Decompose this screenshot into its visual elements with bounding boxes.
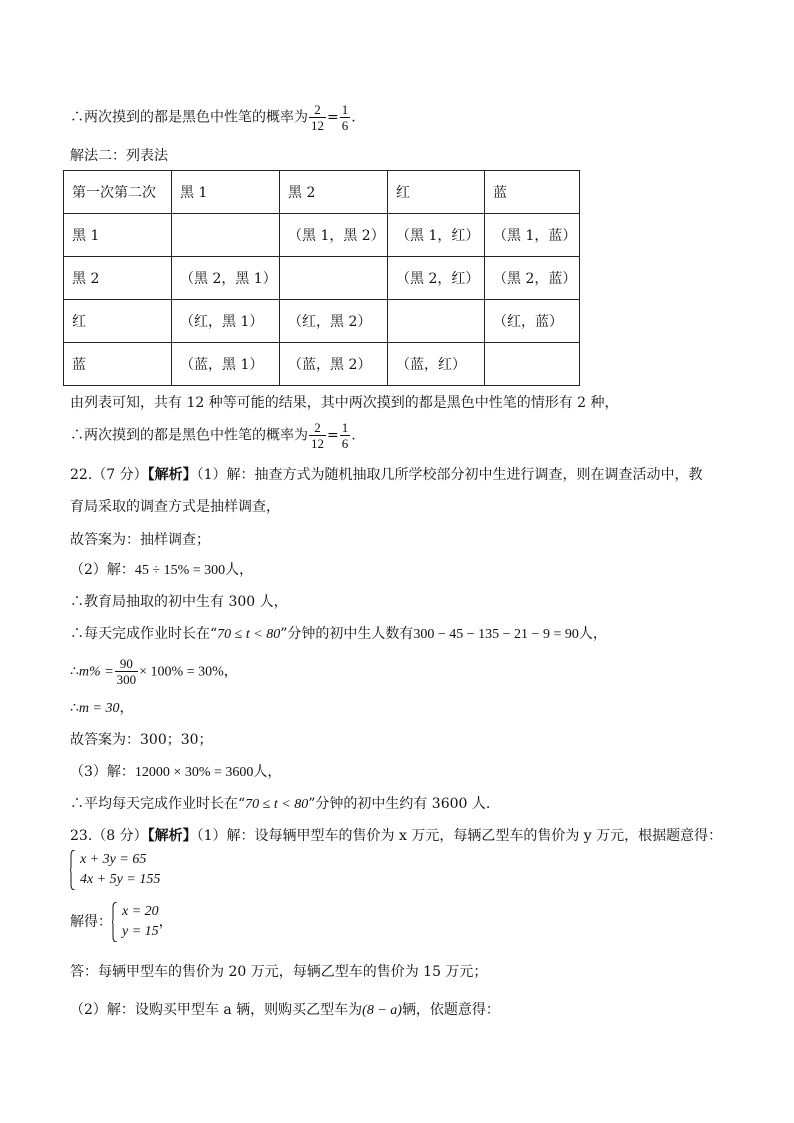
table-cell	[485, 343, 580, 386]
probability-line-1: ∴两次摸到的都是黑色中性笔的概率为 $\frac{2}{12}$ = $\frac{1}{6}$ .	[70, 102, 356, 133]
probability-line-2: ∴两次摸到的都是黑色中性笔的概率为 $\frac{2}{12}$ = $\frac{1}{6}$ .	[70, 420, 356, 451]
q23-part-2: （2）解：设购买甲型车 a 辆，则购买乙型车为(8 − a)辆，依题意得：	[70, 1002, 500, 1018]
table-row	[64, 214, 580, 257]
table-cell	[388, 300, 485, 343]
q22-line-2: 育局采取的调查方式是抽样调查，	[70, 499, 280, 515]
table-cell: 红	[64, 300, 172, 343]
table-cell: （黑 1，红）	[388, 214, 485, 257]
method-2-heading: 解法二：列表法	[70, 148, 168, 164]
fraction: $\frac{2}{12}$	[311, 420, 324, 451]
table-cell	[280, 257, 388, 300]
solution-line: 解得： x = 20 y = 15 ，	[70, 902, 173, 942]
part-3-line-2: ∴平均每天完成作业时长在“70 ≤ t < 80”分钟的初中生约有 3600 人.	[70, 796, 491, 812]
table-cell: 黑 1	[64, 214, 172, 257]
table-cell: （黑 2，红）	[388, 257, 485, 300]
table-row	[64, 343, 580, 386]
analysis-tag: 【解析】	[147, 828, 197, 844]
table-cell: 黑 2	[64, 257, 172, 300]
question-number: 22.（7 分）	[70, 467, 148, 483]
table-row	[64, 257, 580, 300]
table-cell: （红，蓝）	[485, 300, 580, 343]
part-2-line-1: （2）解：45 ÷ 15% = 300人，	[70, 562, 254, 578]
table-cell: （黑 1，蓝）	[485, 214, 580, 257]
brace-icon	[70, 850, 76, 890]
answer-3: 答：每辆甲型车的售价为 20 万元，每辆乙型车的售价为 15 万元；	[70, 964, 488, 980]
table-cell	[172, 214, 280, 257]
table-header-cell: 红	[388, 171, 485, 214]
table-cell: （蓝，黑 2）	[280, 343, 388, 386]
part-3-line-1: （3）解：12000 × 30% = 3600人，	[70, 764, 282, 780]
brace-icon	[112, 902, 118, 942]
equation-system-1	[70, 850, 160, 890]
fraction: $\frac{2}{12}$	[311, 102, 324, 133]
q22-line-1: 22.（7 分）【解析】（1）解：抽查方式为随机抽取几所学校部分初中生进行调查，则在调查活动中，教	[70, 467, 703, 483]
table-header-cell: 黑 1	[172, 171, 280, 214]
part-2-line-2: ∴教育局抽取的初中生有 300 人，	[70, 594, 288, 610]
table-cell: （黑 2，黑 1）	[172, 257, 280, 300]
table-cell: （红，黑 1）	[172, 300, 280, 343]
table-conclusion: 由列表可知，共有 12 种等可能的结果，其中两次摸到的都是黑色中性笔的情形有 2 种，	[70, 395, 619, 411]
table-header-cell: 黑 2	[280, 171, 388, 214]
fraction: $\frac{1}{6}$	[341, 420, 349, 451]
answer-2: 故答案为：300；30；	[70, 732, 213, 748]
outcome-table	[63, 170, 580, 386]
table-cell: 蓝	[64, 343, 172, 386]
table-cell: （黑 1，黑 2）	[280, 214, 388, 257]
equation-system: x = 20 y = 15	[112, 902, 159, 942]
table-cell: （黑 2，蓝）	[485, 257, 580, 300]
table-header-cell: 第一次第二次	[64, 171, 172, 214]
part-2-line-5: ∴m = 30，	[70, 700, 134, 716]
table-cell: （红，黑 2）	[280, 300, 388, 343]
answer-1: 故答案为：抽样调查；	[70, 532, 210, 548]
equation-system: x + 3y = 65 4x + 5y = 155	[70, 850, 160, 890]
table-header-cell: 蓝	[485, 171, 580, 214]
analysis-tag: 【解析】	[147, 467, 197, 483]
q23-line-1: 23.（8 分）【解析】（1）解：设每辆甲型车的售价为 x 万元，每辆乙型车的售价为 y 万元，根据题意得：	[70, 828, 723, 844]
fraction: $\frac{1}{6}$	[341, 102, 349, 133]
table-header-row	[64, 171, 580, 214]
part-2-line-4: ∴m% = $\frac{90}{300}$ × 100% = 30%，	[70, 656, 238, 687]
table-cell: （蓝，黑 1）	[172, 343, 280, 386]
part-2-line-3: ∴每天完成作业时长在“70 ≤ t < 80”分钟的初中生人数有300 − 45 − 135 − 21 − 9 = 90人，	[70, 626, 607, 642]
table-cell: （蓝，红）	[388, 343, 485, 386]
question-number: 23.（8 分）	[70, 828, 148, 844]
fraction: $\frac{90}{300}$	[116, 656, 137, 687]
table-row	[64, 300, 580, 343]
